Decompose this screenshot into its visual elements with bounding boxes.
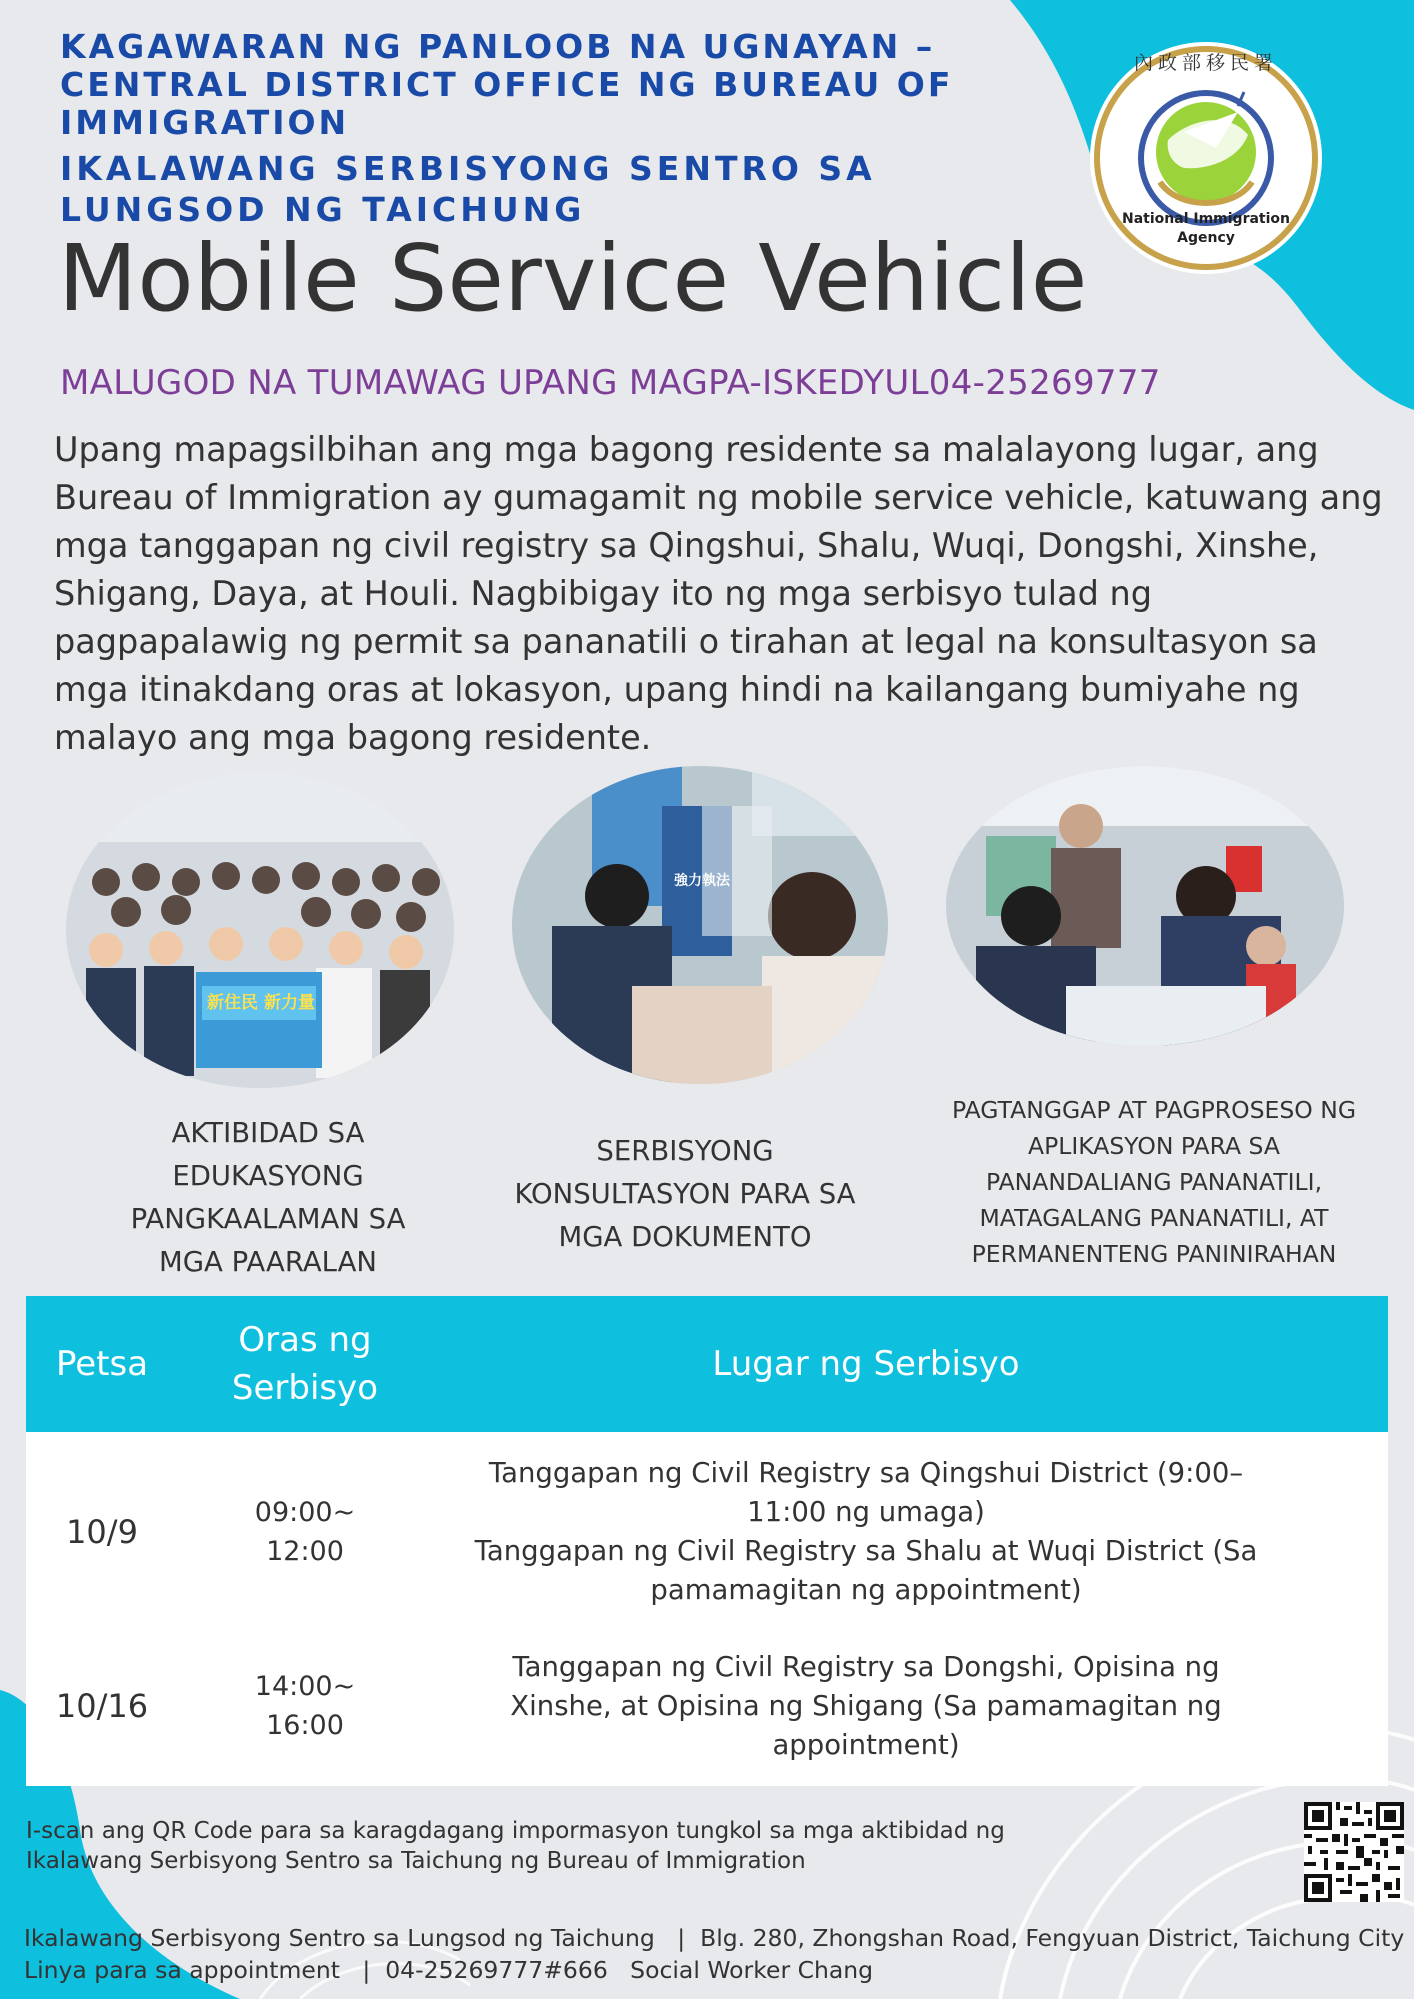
photo-document-consultation: [512, 766, 888, 1084]
qr-code[interactable]: [1304, 1802, 1404, 1902]
call-to-schedule: MALUGOD NA TUMAWAG UPANG MAGPA-ISKEDYUL04-25269777: [60, 363, 1161, 403]
row-location: [496, 1632, 1236, 1780]
page-title: Mobile Service Vehicle: [58, 225, 1088, 332]
caption-school-activity: AKTIBIDAD SA EDUKASYONG PANGKAALAMAN SA MGA PAARALAN: [130, 1117, 406, 1278]
photo-school-activity: [66, 772, 454, 1088]
footer-address-line: Ikalawang Serbisyong Sentro sa Lungsod ng Taichung | Blg. 280, Zhongshan Road, Fengyuan District, Taichung City: [24, 1924, 1405, 1952]
column-header-date: Petsa: [55, 1344, 149, 1384]
caption-document-consultation: SERBISYONG KONSULTASYON PARA SA MGA DOKUMENTO: [514, 1135, 856, 1253]
description-paragraph: Upang mapagsilbihan ang mga bagong residente sa malalayong lugar, ang Bureau of Immigration ay gumagamit ng mobile service vehicle, katuwang ang mga tanggapan ng civil registry sa Qingshui, Shalu, Wuqi, Dongshi, Xinshe, Shigang, Daya, at Houli. Nagbibigay ito ng mga serbisyo tulad ng pagpapalawig ng permit sa pananatili o tirahan at legal na konsultasyon sa mga itinakdang oras at lokasyon, upang hindi na kailangang bumiyahe ng malayo ang mga bagong residente.: [54, 430, 1383, 757]
column-header-time: Oras ng Serbisyo: [231, 1320, 379, 1408]
row-date: 10/9: [66, 1513, 138, 1551]
row-time: 09:00~ 12:00: [254, 1497, 356, 1567]
row-location: [456, 1446, 1276, 1618]
footer-appointment-line: Linya para sa appointment | 04-25269777#666 Social Worker Chang: [24, 1956, 874, 1984]
footer: [24, 1922, 1404, 1986]
photo-banner-text: 強力執法: [674, 873, 730, 889]
caption-application-processing: PAGTANGGAP AT PAGPROSESO NG APLIKASYON PARA SA PANANDALIANG PANANATILI, MATAGALANG PANANATILI, AT PERMANENTENG PANINIRAHAN: [951, 1096, 1357, 1268]
photo-banner-text: 新住民 新力量: [207, 993, 315, 1013]
row-time: 14:00~ 16:00: [254, 1671, 356, 1741]
logo-ring-text: 內政部移民署: [1133, 52, 1278, 74]
schedule-table: [26, 1296, 1388, 1786]
agency-heading: KAGAWARAN NG PANLOOB NA UGNAYAN – CENTRAL DISTRICT OFFICE NG BUREAU OF IMMIGRATION: [60, 27, 954, 142]
location-line: Tanggapan ng Civil Registry sa Dongshi, Opisina ng Xinshe, at Opisina ng Shigang (Sa pamamagitan ng appointment): [510, 1650, 1222, 1761]
photo-application-processing: [946, 766, 1344, 1046]
location-line: Tanggapan ng Civil Registry sa Shalu at Wuqi District (Sa pamamagitan ng appointment): [474, 1535, 1258, 1606]
schedule-table-header: [26, 1296, 1388, 1432]
location-line: Tanggapan ng Civil Registry sa Qingshui District (9:00–11:00 ng umaga): [488, 1457, 1244, 1528]
qr-code-note: I-scan ang QR Code para sa karagdagang impormasyon tungkol sa mga aktibidad ng Ikalawang Serbisyong Sentro sa Taichung ng Bureau of Immigration: [26, 1818, 1005, 1874]
logo-agency-text: National Immigration Agency: [1122, 211, 1290, 246]
service-center-heading: IKALAWANG SERBISYONG SENTRO SA LUNGSOD NG TAICHUNG: [60, 149, 876, 229]
row-date: 10/16: [55, 1687, 149, 1725]
column-header-location: Lugar ng Serbisyo: [712, 1344, 1020, 1384]
